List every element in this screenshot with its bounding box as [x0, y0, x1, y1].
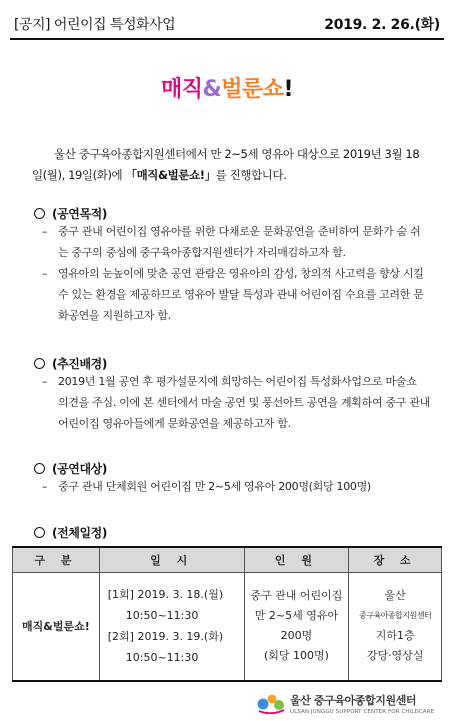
circle-bullet-icon	[34, 463, 45, 474]
list-item: – 중구 관내 단체회원 어린이집 만 2~5세 영유아 200명(회당 100명)	[40, 476, 430, 497]
event-title-part1: 매직	[160, 77, 203, 102]
section-heading-background: (추진배경)	[34, 355, 107, 372]
center-name-english: ULSAN JUNGGU SUPPORT CENTER FOR CHILDCARE	[290, 709, 435, 715]
table-header-row	[13, 547, 442, 573]
people-cell: 중구 관내 어린이집 만 2~5세 영유아 200명 (회당 100명)	[244, 573, 349, 681]
column-header-place: 장 소	[349, 547, 442, 573]
event-title	[0, 72, 454, 103]
center-name-korean: 울산 중구육아종합지원센터	[290, 694, 417, 707]
column-header-datetime: 일 시	[99, 547, 244, 573]
circle-bullet-icon	[34, 358, 45, 369]
notice-date: 2019. 2. 26.(화)	[324, 17, 440, 33]
event-title-exclamation: !	[283, 77, 293, 102]
intro-text-after: 를 진행합니다.	[215, 168, 287, 182]
notice-header	[10, 14, 444, 36]
event-title-amp: &	[202, 77, 222, 102]
center-logo-icon	[256, 692, 286, 714]
session-2-time: 10:50~11:30	[125, 651, 199, 665]
section-heading-purpose: (공연목적)	[34, 205, 107, 222]
center-logo	[256, 692, 434, 714]
place-cell: 울산 중구육아종합지원센터 지하1층 강당·영상실	[349, 573, 442, 681]
event-title-part2: 벌룬쇼	[221, 77, 284, 102]
list-item: – 중구 관내 어린이집 영유아를 위한 다채로운 문화공연을 준비하여 문화가 숨 쉬는 중구의 중심에 중구육아종합지원센터가 자리매김하고자 함.	[40, 221, 430, 263]
notice-title: [공지] 어린이집 특성화사업	[14, 17, 176, 33]
circle-bullet-icon	[34, 527, 45, 538]
session-2-label: [2회] 2019. 3. 19.(화)	[107, 630, 224, 644]
section-heading-schedule: (전체일정)	[34, 524, 107, 541]
section-heading-audience: (공연대상)	[34, 460, 107, 477]
table-row	[13, 573, 442, 681]
intro-paragraph	[32, 144, 426, 186]
purpose-list	[40, 221, 430, 326]
session-1-label: [1회] 2019. 3. 18.(월)	[107, 588, 224, 602]
session-1-time: 10:50~11:30	[125, 609, 199, 623]
list-item: – 영유아의 눈높이에 맞춘 공연 관람은 영유아의 감성, 창의적 사고력을 향상 시킬 수 있는 환경을 제공하므로 영유아 발달 특성과 관내 어린이집 수요를 고려한 문화공연을 지원하고자 함.	[40, 263, 430, 326]
column-header-category: 구 분	[13, 547, 100, 573]
session-dates	[99, 573, 244, 681]
header-divider	[10, 38, 444, 40]
circle-bullet-icon	[34, 208, 45, 219]
intro-event-name: 「매직&벌룬쇼!」	[125, 168, 216, 182]
intro-text-before: 울산 중구육아종합지원센터에서 만 2~5세 영유아 대상으로 2019년 3월 18일(월), 19일(화)에	[32, 147, 420, 182]
audience-list	[40, 476, 430, 497]
program-name: 매직&벌룬쇼!	[13, 573, 100, 681]
schedule-table	[12, 546, 442, 682]
background-list	[40, 371, 430, 434]
column-header-people: 인 원	[244, 547, 349, 573]
list-item: – 2019년 1월 공연 후 평가설문지에 희망하는 어린이집 특성화사업으로 마술쇼 의견을 주심. 이에 본 센터에서 마술 공연 및 풍선아트 공연을 계획하여 중구 관내 어린이집 영유아들에게 문화공연을 제공하고자 함.	[40, 371, 430, 434]
